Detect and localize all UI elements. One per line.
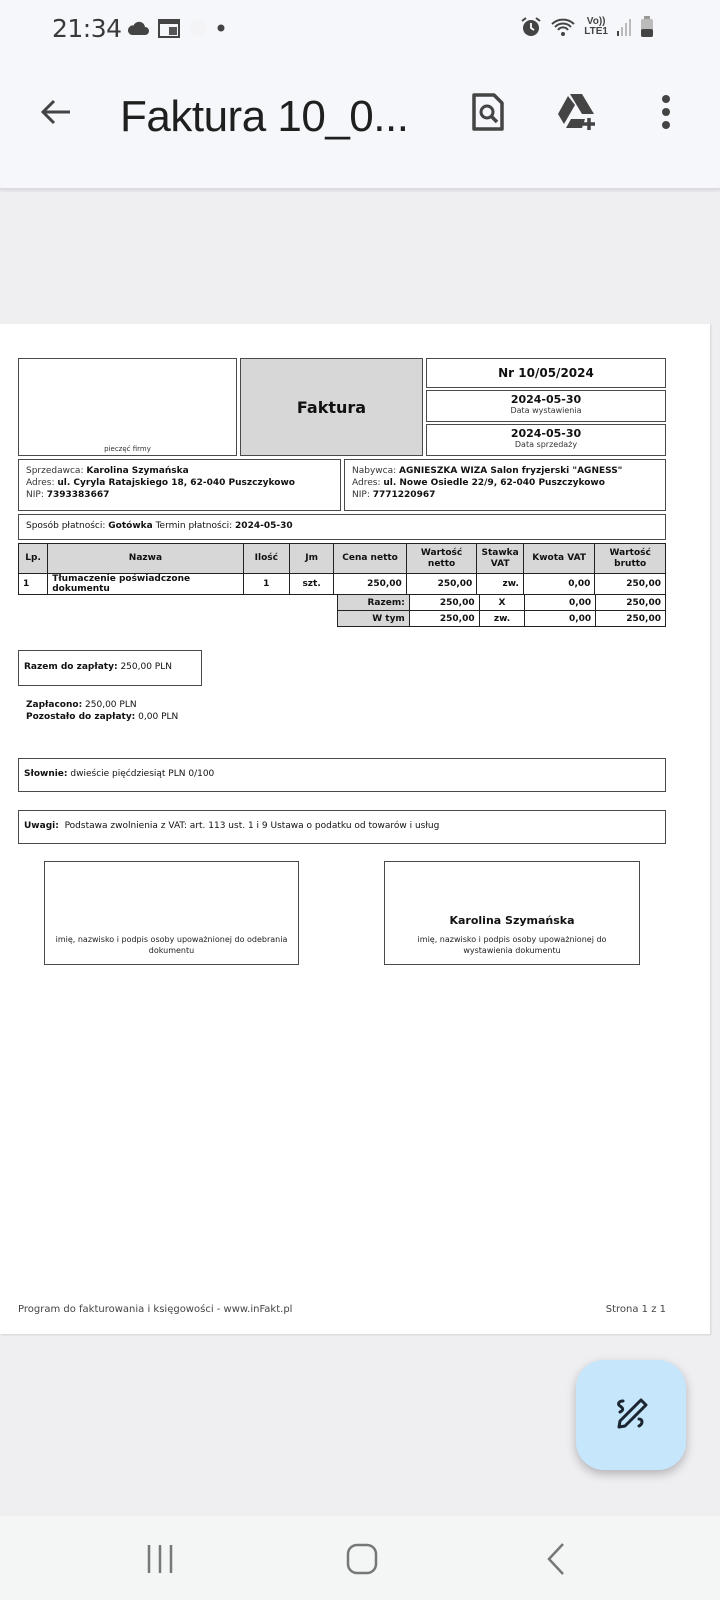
seller-address-label: Adres: (26, 478, 55, 488)
back-button[interactable] (36, 92, 76, 132)
summary-incl-label: W tym (338, 611, 410, 627)
buyer-box (344, 459, 666, 511)
status-bar (0, 0, 720, 62)
cell-net-price: 250,00 (334, 574, 407, 595)
chevron-left-icon (545, 1541, 567, 1577)
col-name: Nazwa (48, 544, 243, 574)
app-bar (0, 62, 720, 190)
cell-lp: 1 (19, 574, 48, 595)
paid-label: Zapłacono: (26, 700, 83, 710)
recent-apps-button[interactable] (130, 1534, 190, 1584)
payment-status (26, 699, 178, 723)
cloud-icon (126, 20, 150, 36)
seller-nip-label: NIP: (26, 490, 44, 500)
summary-row-total (338, 595, 666, 611)
volte-lte1-icon (584, 17, 608, 37)
issuer-name: Karolina Szymańska (449, 914, 575, 927)
total-due-box (18, 650, 202, 686)
status-icons-left (126, 18, 226, 38)
nav-back-button[interactable] (526, 1534, 586, 1584)
seller-box (18, 459, 341, 511)
issuer-signature-box (384, 861, 640, 965)
notes-value: Podstawa zwolnienia z VAT: art. 113 ust. 1 i 9 Ustawa o podatku od towarów i usług (64, 821, 440, 831)
seller-name: Karolina Szymańska (86, 466, 189, 476)
add-to-drive-button[interactable] (556, 88, 600, 136)
summary-total-label: Razem: (338, 595, 410, 611)
more-vertical-icon (660, 94, 672, 130)
calendar-icon (158, 18, 180, 38)
page-footer-left: Program do fakturowania i księgowości - www.inFakt.pl (18, 1304, 293, 1315)
col-net-price: Cena netto (334, 544, 407, 574)
signal-icon (616, 17, 632, 37)
document-title: Faktura 10_0... (120, 92, 409, 141)
summary-incl-gross: 250,00 (596, 611, 666, 627)
search-in-document-button[interactable] (466, 88, 510, 136)
sale-date-box (426, 424, 666, 456)
notes-box (18, 810, 666, 844)
home-button[interactable] (332, 1534, 392, 1584)
notification-blur-icon (188, 18, 208, 38)
issuer-signature-label: imię, nazwisko i podpis osoby upoważnionej do wystawienia dokumentu (417, 935, 607, 955)
buyer-nip-label: NIP: (352, 490, 370, 500)
volte-label: Vo)) (586, 16, 606, 27)
issue-date-label: Data wystawienia (510, 406, 582, 415)
col-gross-value: Wartość brutto (595, 544, 666, 574)
cell-net-value: 250,00 (406, 574, 477, 595)
receiver-signature-box (44, 861, 299, 965)
remaining-value: 0,00 PLN (138, 712, 179, 722)
sale-date-label: Data sprzedaży (514, 440, 578, 449)
cell-gross-value: 250,00 (595, 574, 666, 595)
wifi-icon (550, 16, 576, 38)
summary-incl-vat-amount: 0,00 (525, 611, 596, 627)
seller-nip: 7393383667 (46, 490, 110, 500)
col-vat-amount: Kwota VAT (523, 544, 595, 574)
in-words-value: dwieście pięćdziesiąt PLN 0/100 (70, 769, 215, 779)
issue-date-box (426, 390, 666, 422)
alarm-icon (520, 16, 542, 38)
company-stamp-box (18, 358, 237, 456)
dot-icon (216, 23, 226, 33)
col-qty: Ilość (243, 544, 289, 574)
col-net-value: Wartość netto (406, 544, 477, 574)
col-lp: Lp. (19, 544, 48, 574)
total-due-label: Razem do zapłaty: (24, 662, 118, 672)
buyer-label: Nabywca: (352, 466, 397, 476)
summary-total-vat-rate: X (479, 595, 525, 611)
company-stamp-label: pieczęć firmy (104, 445, 151, 453)
buyer-nip: 7771220967 (372, 490, 436, 500)
cell-unit: szt. (289, 574, 333, 595)
receiver-signature-label: imię, nazwisko i podpis osoby upoważnionej do odebrania dokumentu (55, 935, 288, 955)
summary-table (337, 594, 666, 627)
total-due-value: 250,00 PLN (120, 662, 172, 672)
lte-label: LTE1 (584, 26, 608, 37)
doc-type-title: Faktura (296, 397, 367, 417)
summary-total-net: 250,00 (409, 595, 479, 611)
doc-type-box (240, 358, 423, 456)
more-options-button[interactable] (654, 88, 678, 136)
payment-box (18, 514, 666, 540)
status-icons-right (520, 16, 654, 38)
home-icon (345, 1542, 379, 1576)
paid-value: 250,00 PLN (85, 700, 137, 710)
summary-total-gross: 250,00 (596, 595, 666, 611)
notes-label: Uwagi: (24, 821, 59, 831)
remaining-label: Pozostało do zapłaty: (26, 712, 136, 722)
summary-row-including (338, 611, 666, 627)
document-search-icon (471, 92, 505, 132)
system-nav-bar (0, 1516, 720, 1600)
table-row (19, 574, 666, 595)
in-words-box (18, 758, 666, 792)
summary-incl-vat-rate: zw. (479, 611, 525, 627)
edit-signature-icon (611, 1395, 651, 1435)
items-table (18, 543, 666, 595)
edit-sign-fab[interactable] (576, 1360, 686, 1470)
buyer-address-label: Adres: (352, 478, 381, 488)
page-footer-right: Strona 1 z 1 (605, 1304, 666, 1315)
sale-date: 2024-05-30 (510, 427, 582, 440)
status-time: 21:34 (52, 14, 122, 43)
col-unit: Jm (289, 544, 333, 574)
drive-add-icon (556, 92, 600, 132)
arrow-left-icon (36, 92, 76, 132)
buyer-address: ul. Nowe Osiedle 22/9, 62-040 Puszczykowo (383, 478, 605, 488)
summary-total-vat-amount: 0,00 (525, 595, 596, 611)
cell-qty: 1 (243, 574, 289, 595)
recent-apps-icon (145, 1543, 175, 1575)
summary-incl-net: 250,00 (409, 611, 479, 627)
payment-due-label: Termin płatności: (155, 521, 233, 531)
payment-method: Gotówka (108, 521, 153, 531)
cell-vat-rate: zw. (477, 574, 524, 595)
cell-name: Tłumaczenie poświadczone dokumentu (48, 574, 243, 595)
pdf-viewer[interactable] (0, 192, 720, 1472)
buyer-name: AGNIESZKA WIZA Salon fryzjerski "AGNESS" (399, 466, 623, 476)
battery-icon (640, 16, 654, 38)
seller-address: ul. Cyryla Ratajskiego 18, 62-040 Puszczykowo (57, 478, 295, 488)
cell-vat-amount: 0,00 (523, 574, 595, 595)
payment-method-label: Sposób płatności: (26, 521, 106, 531)
in-words-label: Słownie: (24, 769, 68, 779)
table-header-row (19, 544, 666, 574)
invoice-number-box (426, 358, 666, 388)
invoice-number: Nr 10/05/2024 (498, 366, 594, 380)
pdf-page (0, 324, 710, 1334)
seller-label: Sprzedawca: (26, 466, 84, 476)
issue-date: 2024-05-30 (510, 393, 582, 406)
col-vat-rate: Stawka VAT (477, 544, 524, 574)
payment-due: 2024-05-30 (235, 521, 293, 531)
